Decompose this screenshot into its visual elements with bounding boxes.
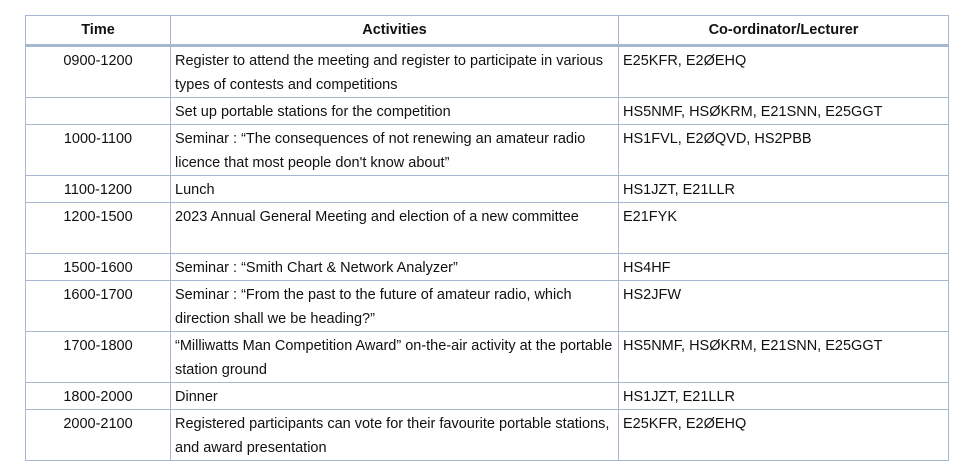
activity-cell: Seminar : “From the past to the future of amateur radio, which direction shall we be heading?” [171,281,619,332]
schedule-table-container [25,15,949,461]
coordinator-cell: HS5NMF, HSØKRM, E21SNN, E25GGT [619,98,949,125]
time-cell [26,98,171,125]
activity-cell: Register to attend the meeting and register to participate in various types of contests and competitions [171,46,619,98]
activity-cell: Registered participants can vote for their favourite portable stations, and award presentation [171,410,619,461]
time-cell: 1200-1500 [26,203,171,254]
table-row [26,176,949,203]
coordinator-cell: HS1JZT, E21LLR [619,383,949,410]
coordinator-cell: HS4HF [619,254,949,281]
activity-cell: Seminar : “The consequences of not renewing an amateur radio licence that most people don't know about” [171,125,619,176]
time-cell: 1800-2000 [26,383,171,410]
time-cell: 1600-1700 [26,281,171,332]
header-row [26,16,949,46]
coordinator-cell: HS1JZT, E21LLR [619,176,949,203]
activity-cell: Set up portable stations for the competition [171,98,619,125]
table-row [26,332,949,383]
table-row [26,281,949,332]
table-row [26,254,949,281]
activity-cell: Lunch [171,176,619,203]
header-time: Time [26,16,171,46]
time-cell: 1000-1100 [26,125,171,176]
coordinator-cell: HS1FVL, E2ØQVD, HS2PBB [619,125,949,176]
activity-cell: Dinner [171,383,619,410]
activity-cell: 2023 Annual General Meeting and election of a new committee [171,203,619,254]
time-cell: 2000-2100 [26,410,171,461]
time-cell: 0900-1200 [26,46,171,98]
activity-cell: “Milliwatts Man Competition Award” on-the-air activity at the portable station ground [171,332,619,383]
coordinator-cell: HS2JFW [619,281,949,332]
schedule-table [25,15,949,461]
time-cell: 1700-1800 [26,332,171,383]
header-activities: Activities [171,16,619,46]
time-cell: 1500-1600 [26,254,171,281]
activity-cell: Seminar : “Smith Chart & Network Analyzer” [171,254,619,281]
table-row [26,410,949,461]
coordinator-cell: E25KFR, E2ØEHQ [619,410,949,461]
table-row [26,98,949,125]
coordinator-cell: HS5NMF, HSØKRM, E21SNN, E25GGT [619,332,949,383]
header-coordinator: Co-ordinator/Lecturer [619,16,949,46]
table-row [26,383,949,410]
coordinator-cell: E25KFR, E2ØEHQ [619,46,949,98]
table-row [26,203,949,254]
time-cell: 1100-1200 [26,176,171,203]
table-row [26,46,949,98]
coordinator-cell: E21FYK [619,203,949,254]
table-row [26,125,949,176]
